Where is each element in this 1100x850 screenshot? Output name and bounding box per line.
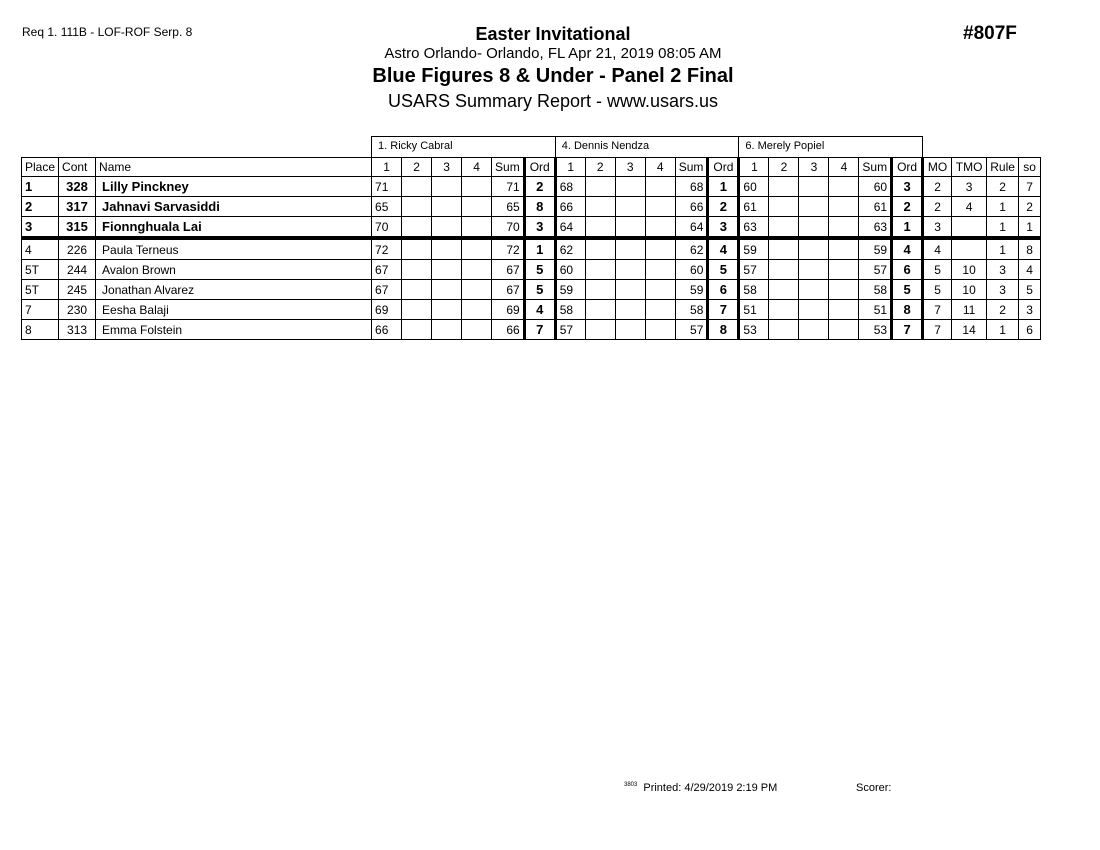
name-cell: Emma Folstein	[96, 320, 372, 340]
score-2-cell	[585, 280, 615, 300]
col-score-3: 3	[432, 158, 462, 177]
so-cell: 3	[1019, 300, 1041, 320]
score-2-cell	[585, 260, 615, 280]
score-4-cell	[829, 280, 859, 300]
mo-cell: 5	[923, 280, 952, 300]
table-row	[22, 197, 1041, 217]
score-4-cell	[829, 238, 859, 260]
score-1-cell: 61	[739, 197, 769, 217]
score-2-cell	[769, 260, 799, 280]
table-row	[22, 238, 1041, 260]
col-score-3: 3	[799, 158, 829, 177]
table-row	[22, 300, 1041, 320]
col-score-3: 3	[615, 158, 645, 177]
cont-cell: 226	[59, 238, 96, 260]
mo-cell: 2	[923, 197, 952, 217]
venue-line: Astro Orlando- Orlando, FL Apr 21, 2019 08:05 AM	[384, 45, 722, 62]
tmo-cell	[952, 217, 987, 239]
score-4-cell	[462, 320, 492, 340]
ord-cell: 8	[892, 300, 923, 320]
col-score-1: 1	[372, 158, 402, 177]
sum-cell: 70	[492, 217, 525, 239]
col-sum: Sum	[859, 158, 892, 177]
ord-cell: 1	[524, 238, 555, 260]
sum-cell: 51	[859, 300, 892, 320]
ord-cell: 7	[892, 320, 923, 340]
sum-cell: 66	[492, 320, 525, 340]
rule-cell: 1	[987, 197, 1019, 217]
so-cell: 1	[1019, 217, 1041, 239]
ord-cell: 6	[708, 280, 739, 300]
ord-cell: 6	[892, 260, 923, 280]
ord-cell: 8	[524, 197, 555, 217]
score-4-cell	[829, 260, 859, 280]
col-score-2: 2	[769, 158, 799, 177]
col-sum: Sum	[675, 158, 708, 177]
col-score-4: 4	[462, 158, 492, 177]
score-3-cell	[799, 300, 829, 320]
place-cell: 7	[22, 300, 59, 320]
score-4-cell	[829, 197, 859, 217]
sum-cell: 62	[675, 238, 708, 260]
so-cell: 6	[1019, 320, 1041, 340]
table-row	[22, 177, 1041, 197]
score-1-cell: 68	[555, 177, 585, 197]
cont-cell: 245	[59, 280, 96, 300]
score-4-cell	[645, 300, 675, 320]
name-cell: Avalon Brown	[96, 260, 372, 280]
rule-cell: 3	[987, 280, 1019, 300]
ord-cell: 1	[892, 217, 923, 239]
sum-cell: 58	[859, 280, 892, 300]
sum-cell: 64	[675, 217, 708, 239]
col-ord: Ord	[892, 158, 923, 177]
score-3-cell	[615, 320, 645, 340]
score-2-cell	[402, 320, 432, 340]
ord-cell: 3	[892, 177, 923, 197]
score-4-cell	[462, 197, 492, 217]
col-score-2: 2	[402, 158, 432, 177]
col-so: so	[1019, 158, 1041, 177]
score-4-cell	[645, 197, 675, 217]
score-4-cell	[462, 300, 492, 320]
cont-cell: 328	[59, 177, 96, 197]
score-1-cell: 67	[372, 260, 402, 280]
sum-cell: 60	[859, 177, 892, 197]
tmo-cell	[952, 238, 987, 260]
score-2-cell	[402, 217, 432, 239]
sum-cell: 67	[492, 280, 525, 300]
col-sum: Sum	[492, 158, 525, 177]
column-header-row	[22, 158, 1041, 177]
col-tmo: TMO	[952, 158, 987, 177]
mo-cell: 7	[923, 320, 952, 340]
printed-timestamp: Printed: 4/29/2019 2:19 PM	[643, 782, 778, 794]
col-score-1: 1	[739, 158, 769, 177]
score-4-cell	[829, 177, 859, 197]
ord-cell: 4	[708, 238, 739, 260]
requirement-line: Req 1. 111B - LOF-ROF Serp. 8	[22, 25, 193, 39]
score-3-cell	[432, 320, 462, 340]
place-cell: 2	[22, 197, 59, 217]
score-2-cell	[769, 320, 799, 340]
score-3-cell	[432, 280, 462, 300]
score-2-cell	[769, 280, 799, 300]
score-3-cell	[432, 300, 462, 320]
score-2-cell	[769, 197, 799, 217]
sum-cell: 72	[492, 238, 525, 260]
name-cell: Eesha Balaji	[96, 300, 372, 320]
score-3-cell	[615, 280, 645, 300]
score-1-cell: 53	[739, 320, 769, 340]
judges-spacer	[923, 137, 1041, 158]
cont-cell: 315	[59, 217, 96, 239]
ord-cell: 3	[524, 217, 555, 239]
score-2-cell	[402, 260, 432, 280]
score-2-cell	[585, 320, 615, 340]
ord-cell: 4	[524, 300, 555, 320]
sum-cell: 58	[675, 300, 708, 320]
so-cell: 5	[1019, 280, 1041, 300]
score-1-cell: 58	[739, 280, 769, 300]
rule-cell: 2	[987, 177, 1019, 197]
score-1-cell: 59	[739, 238, 769, 260]
score-3-cell	[799, 217, 829, 239]
sum-cell: 59	[675, 280, 708, 300]
cont-cell: 230	[59, 300, 96, 320]
col-mo: MO	[923, 158, 952, 177]
score-1-cell: 72	[372, 238, 402, 260]
judges-row	[22, 137, 1041, 158]
col-score-4: 4	[645, 158, 675, 177]
score-1-cell: 51	[739, 300, 769, 320]
score-2-cell	[769, 217, 799, 239]
score-4-cell	[829, 217, 859, 239]
rule-cell: 1	[987, 217, 1019, 239]
score-4-cell	[645, 320, 675, 340]
mo-cell: 4	[923, 238, 952, 260]
score-1-cell: 70	[372, 217, 402, 239]
score-4-cell	[462, 217, 492, 239]
sum-cell: 68	[675, 177, 708, 197]
mo-cell: 7	[923, 300, 952, 320]
score-1-cell: 65	[372, 197, 402, 217]
table-row	[22, 280, 1041, 300]
place-cell: 8	[22, 320, 59, 340]
cont-cell: 313	[59, 320, 96, 340]
score-1-cell: 69	[372, 300, 402, 320]
col-place: Place	[22, 158, 59, 177]
name-cell: Jonathan Alvarez	[96, 280, 372, 300]
tmo-cell: 3	[952, 177, 987, 197]
rule-cell: 3	[987, 260, 1019, 280]
col-ord: Ord	[708, 158, 739, 177]
score-4-cell	[645, 217, 675, 239]
ord-cell: 5	[708, 260, 739, 280]
score-4-cell	[645, 280, 675, 300]
score-3-cell	[615, 300, 645, 320]
sum-cell: 57	[675, 320, 708, 340]
ord-cell: 2	[892, 197, 923, 217]
tmo-cell: 4	[952, 197, 987, 217]
score-1-cell: 63	[739, 217, 769, 239]
score-4-cell	[462, 280, 492, 300]
col-ord: Ord	[524, 158, 555, 177]
score-3-cell	[615, 197, 645, 217]
score-3-cell	[432, 238, 462, 260]
score-3-cell	[799, 197, 829, 217]
ord-cell: 2	[524, 177, 555, 197]
rule-cell: 2	[987, 300, 1019, 320]
table-row	[22, 320, 1041, 340]
sum-cell: 60	[675, 260, 708, 280]
score-3-cell	[615, 177, 645, 197]
so-cell: 2	[1019, 197, 1041, 217]
score-4-cell	[645, 238, 675, 260]
place-cell: 1	[22, 177, 59, 197]
ord-cell: 8	[708, 320, 739, 340]
place-cell: 5T	[22, 280, 59, 300]
score-2-cell	[585, 300, 615, 320]
ord-cell: 5	[524, 260, 555, 280]
score-2-cell	[769, 300, 799, 320]
score-1-cell: 59	[555, 280, 585, 300]
score-3-cell	[799, 177, 829, 197]
score-3-cell	[799, 280, 829, 300]
ord-cell: 5	[524, 280, 555, 300]
place-cell: 4	[22, 238, 59, 260]
results-table	[21, 136, 1041, 340]
col-score-4: 4	[829, 158, 859, 177]
mo-cell: 5	[923, 260, 952, 280]
score-4-cell	[462, 177, 492, 197]
so-cell: 4	[1019, 260, 1041, 280]
score-1-cell: 57	[739, 260, 769, 280]
score-2-cell	[585, 197, 615, 217]
table-row	[22, 217, 1041, 239]
tmo-cell: 11	[952, 300, 987, 320]
ord-cell: 7	[708, 300, 739, 320]
score-3-cell	[432, 197, 462, 217]
score-3-cell	[799, 260, 829, 280]
score-3-cell	[432, 260, 462, 280]
mo-cell: 3	[923, 217, 952, 239]
ord-cell: 2	[708, 197, 739, 217]
ord-cell: 3	[708, 217, 739, 239]
score-2-cell	[402, 300, 432, 320]
score-4-cell	[645, 260, 675, 280]
so-cell: 8	[1019, 238, 1041, 260]
sum-cell: 65	[492, 197, 525, 217]
panel-title: Blue Figures 8 & Under - Panel 2 Final	[372, 65, 734, 87]
score-2-cell	[769, 238, 799, 260]
score-4-cell	[829, 320, 859, 340]
tmo-cell: 10	[952, 260, 987, 280]
sum-cell: 57	[859, 260, 892, 280]
score-2-cell	[769, 177, 799, 197]
ord-cell: 4	[892, 238, 923, 260]
score-2-cell	[585, 217, 615, 239]
report-header	[0, 24, 1100, 113]
sum-cell: 67	[492, 260, 525, 280]
score-2-cell	[402, 238, 432, 260]
score-3-cell	[799, 320, 829, 340]
score-4-cell	[829, 300, 859, 320]
score-3-cell	[799, 238, 829, 260]
score-1-cell: 57	[555, 320, 585, 340]
sum-cell: 66	[675, 197, 708, 217]
score-1-cell: 58	[555, 300, 585, 320]
score-2-cell	[585, 177, 615, 197]
tmo-cell: 10	[952, 280, 987, 300]
scorer-label: Scorer:	[856, 782, 892, 794]
so-cell: 7	[1019, 177, 1041, 197]
name-cell: Lilly Pinckney	[96, 177, 372, 197]
ord-cell: 1	[708, 177, 739, 197]
score-1-cell: 66	[372, 320, 402, 340]
col-cont: Cont	[59, 158, 96, 177]
score-1-cell: 67	[372, 280, 402, 300]
score-3-cell	[432, 217, 462, 239]
tmo-cell: 14	[952, 320, 987, 340]
score-2-cell	[402, 197, 432, 217]
ord-cell: 7	[524, 320, 555, 340]
score-2-cell	[402, 280, 432, 300]
score-3-cell	[432, 177, 462, 197]
sum-cell: 59	[859, 238, 892, 260]
name-cell: Paula Terneus	[96, 238, 372, 260]
col-name: Name	[96, 158, 372, 177]
col-score-2: 2	[585, 158, 615, 177]
rule-cell: 1	[987, 238, 1019, 260]
score-3-cell	[615, 260, 645, 280]
sum-cell: 53	[859, 320, 892, 340]
score-1-cell: 66	[555, 197, 585, 217]
score-1-cell: 62	[555, 238, 585, 260]
score-2-cell	[585, 238, 615, 260]
score-1-cell: 71	[372, 177, 402, 197]
tiny-mark: 3803	[624, 782, 638, 789]
score-1-cell: 60	[739, 177, 769, 197]
score-2-cell	[402, 177, 432, 197]
sum-cell: 61	[859, 197, 892, 217]
sum-cell: 63	[859, 217, 892, 239]
score-4-cell	[462, 260, 492, 280]
place-cell: 3	[22, 217, 59, 239]
event-code: #807F	[963, 23, 1017, 44]
cont-cell: 244	[59, 260, 96, 280]
printed-line	[624, 782, 777, 794]
name-cell: Jahnavi Sarvasiddi	[96, 197, 372, 217]
ord-cell: 5	[892, 280, 923, 300]
score-3-cell	[615, 217, 645, 239]
score-4-cell	[645, 177, 675, 197]
cont-cell: 317	[59, 197, 96, 217]
sum-cell: 71	[492, 177, 525, 197]
name-cell: Fionnghuala Lai	[96, 217, 372, 239]
judges-spacer	[22, 137, 372, 158]
score-3-cell	[615, 238, 645, 260]
rule-cell: 1	[987, 320, 1019, 340]
score-4-cell	[462, 238, 492, 260]
table-row	[22, 260, 1041, 280]
report-title: USARS Summary Report - www.usars.us	[387, 91, 719, 111]
sum-cell: 69	[492, 300, 525, 320]
col-rule: Rule	[987, 158, 1019, 177]
mo-cell: 2	[923, 177, 952, 197]
judge-name: 6. Merely Popiel	[739, 137, 923, 158]
place-cell: 5T	[22, 260, 59, 280]
judge-name: 4. Dennis Nendza	[555, 137, 739, 158]
score-1-cell: 60	[555, 260, 585, 280]
score-1-cell: 64	[555, 217, 585, 239]
event-title: Easter Invitational	[475, 24, 631, 44]
judge-name: 1. Ricky Cabral	[372, 137, 556, 158]
col-score-1: 1	[555, 158, 585, 177]
